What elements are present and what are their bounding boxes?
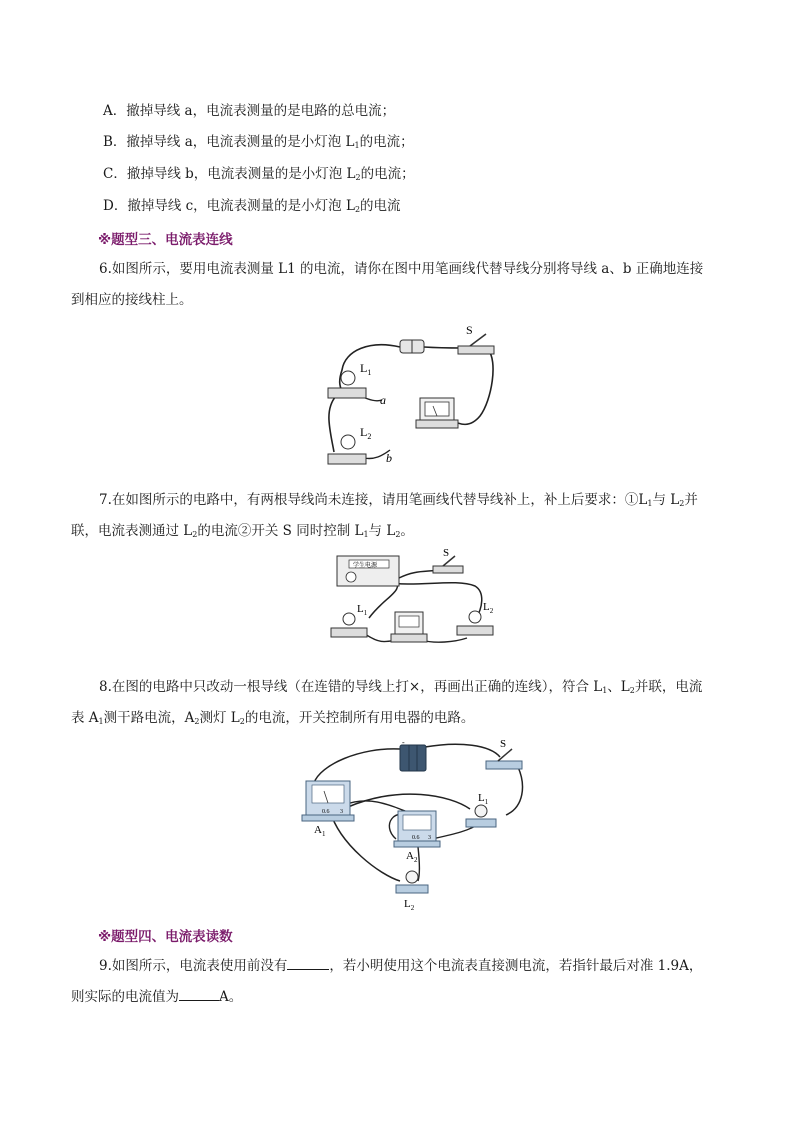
q6-lamp2-label: $L_2$ — [360, 425, 372, 441]
question-6-line-2: 到相应的接线柱上。 — [71, 292, 193, 308]
q7-lamp2-label: $L_2$ — [483, 601, 494, 615]
section-heading-4: ※题型四、电流表读数 — [98, 929, 233, 945]
option-c: C．撤掉导线 b，电流表测量的是小灯泡 $L_2$的电流； — [103, 166, 415, 182]
question-9-line-2: 则实际的电流值为 A。 — [71, 989, 243, 1005]
q8-switch-label: S — [500, 738, 507, 750]
q7-power-label: 学生电源 — [353, 563, 378, 569]
q6-wire-b-label: b — [386, 451, 392, 465]
q8-ammeter2-scale-high: 3 — [428, 835, 431, 841]
q8-ammeter1-scale-low: 0.6 — [322, 809, 330, 815]
q8-lamp1-label: $L_1$ — [478, 792, 489, 806]
section-heading-3: ※题型三、电流表连线 — [98, 232, 233, 248]
option-b: B．撤掉导线 a，电流表测量的是小灯泡 $L_1$的电流； — [103, 134, 414, 150]
blank-1 — [287, 969, 329, 970]
q8-ammeter1-label: $A_1$ — [314, 824, 326, 838]
q8-lamp2-label: $L_2$ — [404, 898, 415, 910]
question-7-figure — [325, 548, 505, 652]
q6-wire-a-label: a — [380, 393, 386, 407]
question-7-line-2: 联，电流表测通过 $L_2$的电流②开关 S 同时控制 $L_1$与 $L_2$。 — [71, 523, 414, 539]
q8-ammeter2-label: $A_2$ — [406, 850, 418, 864]
question-6-line-1: 6.如图所示，要用电流表测量 L1 的电流，请你在图中用笔画线代替导线分别将导线 a、b 正确地连接 — [99, 261, 704, 277]
q8-ammeter1-scale-high: 3 — [340, 809, 343, 815]
question-7-line-1: 7.在如图所示的电路中，有两根导线尚未连接，请用笔画线代替导线补上，补上后要求：$①L_1$与 $L_2$并 — [99, 492, 698, 508]
q7-lamp1-label: $L_1$ — [357, 603, 368, 617]
question-9-line-1: 9.如图所示，电流表使用前没有 ，若小明使用这个电流表直接测电流，若指针最后对准 1.9A， — [99, 958, 703, 974]
q8-battery-minus: - — [402, 738, 405, 747]
q7-switch-label: S — [443, 548, 450, 559]
blank-2 — [179, 1000, 219, 1001]
option-d: D．撤掉导线 c，电流表测量的是小灯泡 $L_2$的电流 — [103, 198, 401, 214]
question-8-line-2: 表 $A_1$测干路电流，$A_2$测灯 $L_2$的电流，开关控制所有用电器的电路。 — [71, 710, 475, 726]
option-a: A．撤掉导线 a，电流表测量的是电路的总电流； — [103, 103, 396, 119]
question-8-figure — [300, 735, 530, 910]
question-8-line-1: 8.在图的电路中只改动一根导线（在连错的导线上打×，再画出正确的连线），符合 $L_1$、$L_2$并联，电流 — [99, 679, 703, 695]
q6-switch-label: S — [466, 323, 473, 337]
q6-lamp1-label: $L_1$ — [360, 361, 372, 377]
question-6-figure — [320, 320, 500, 472]
q8-ammeter2-scale-low: 0.6 — [412, 835, 420, 841]
